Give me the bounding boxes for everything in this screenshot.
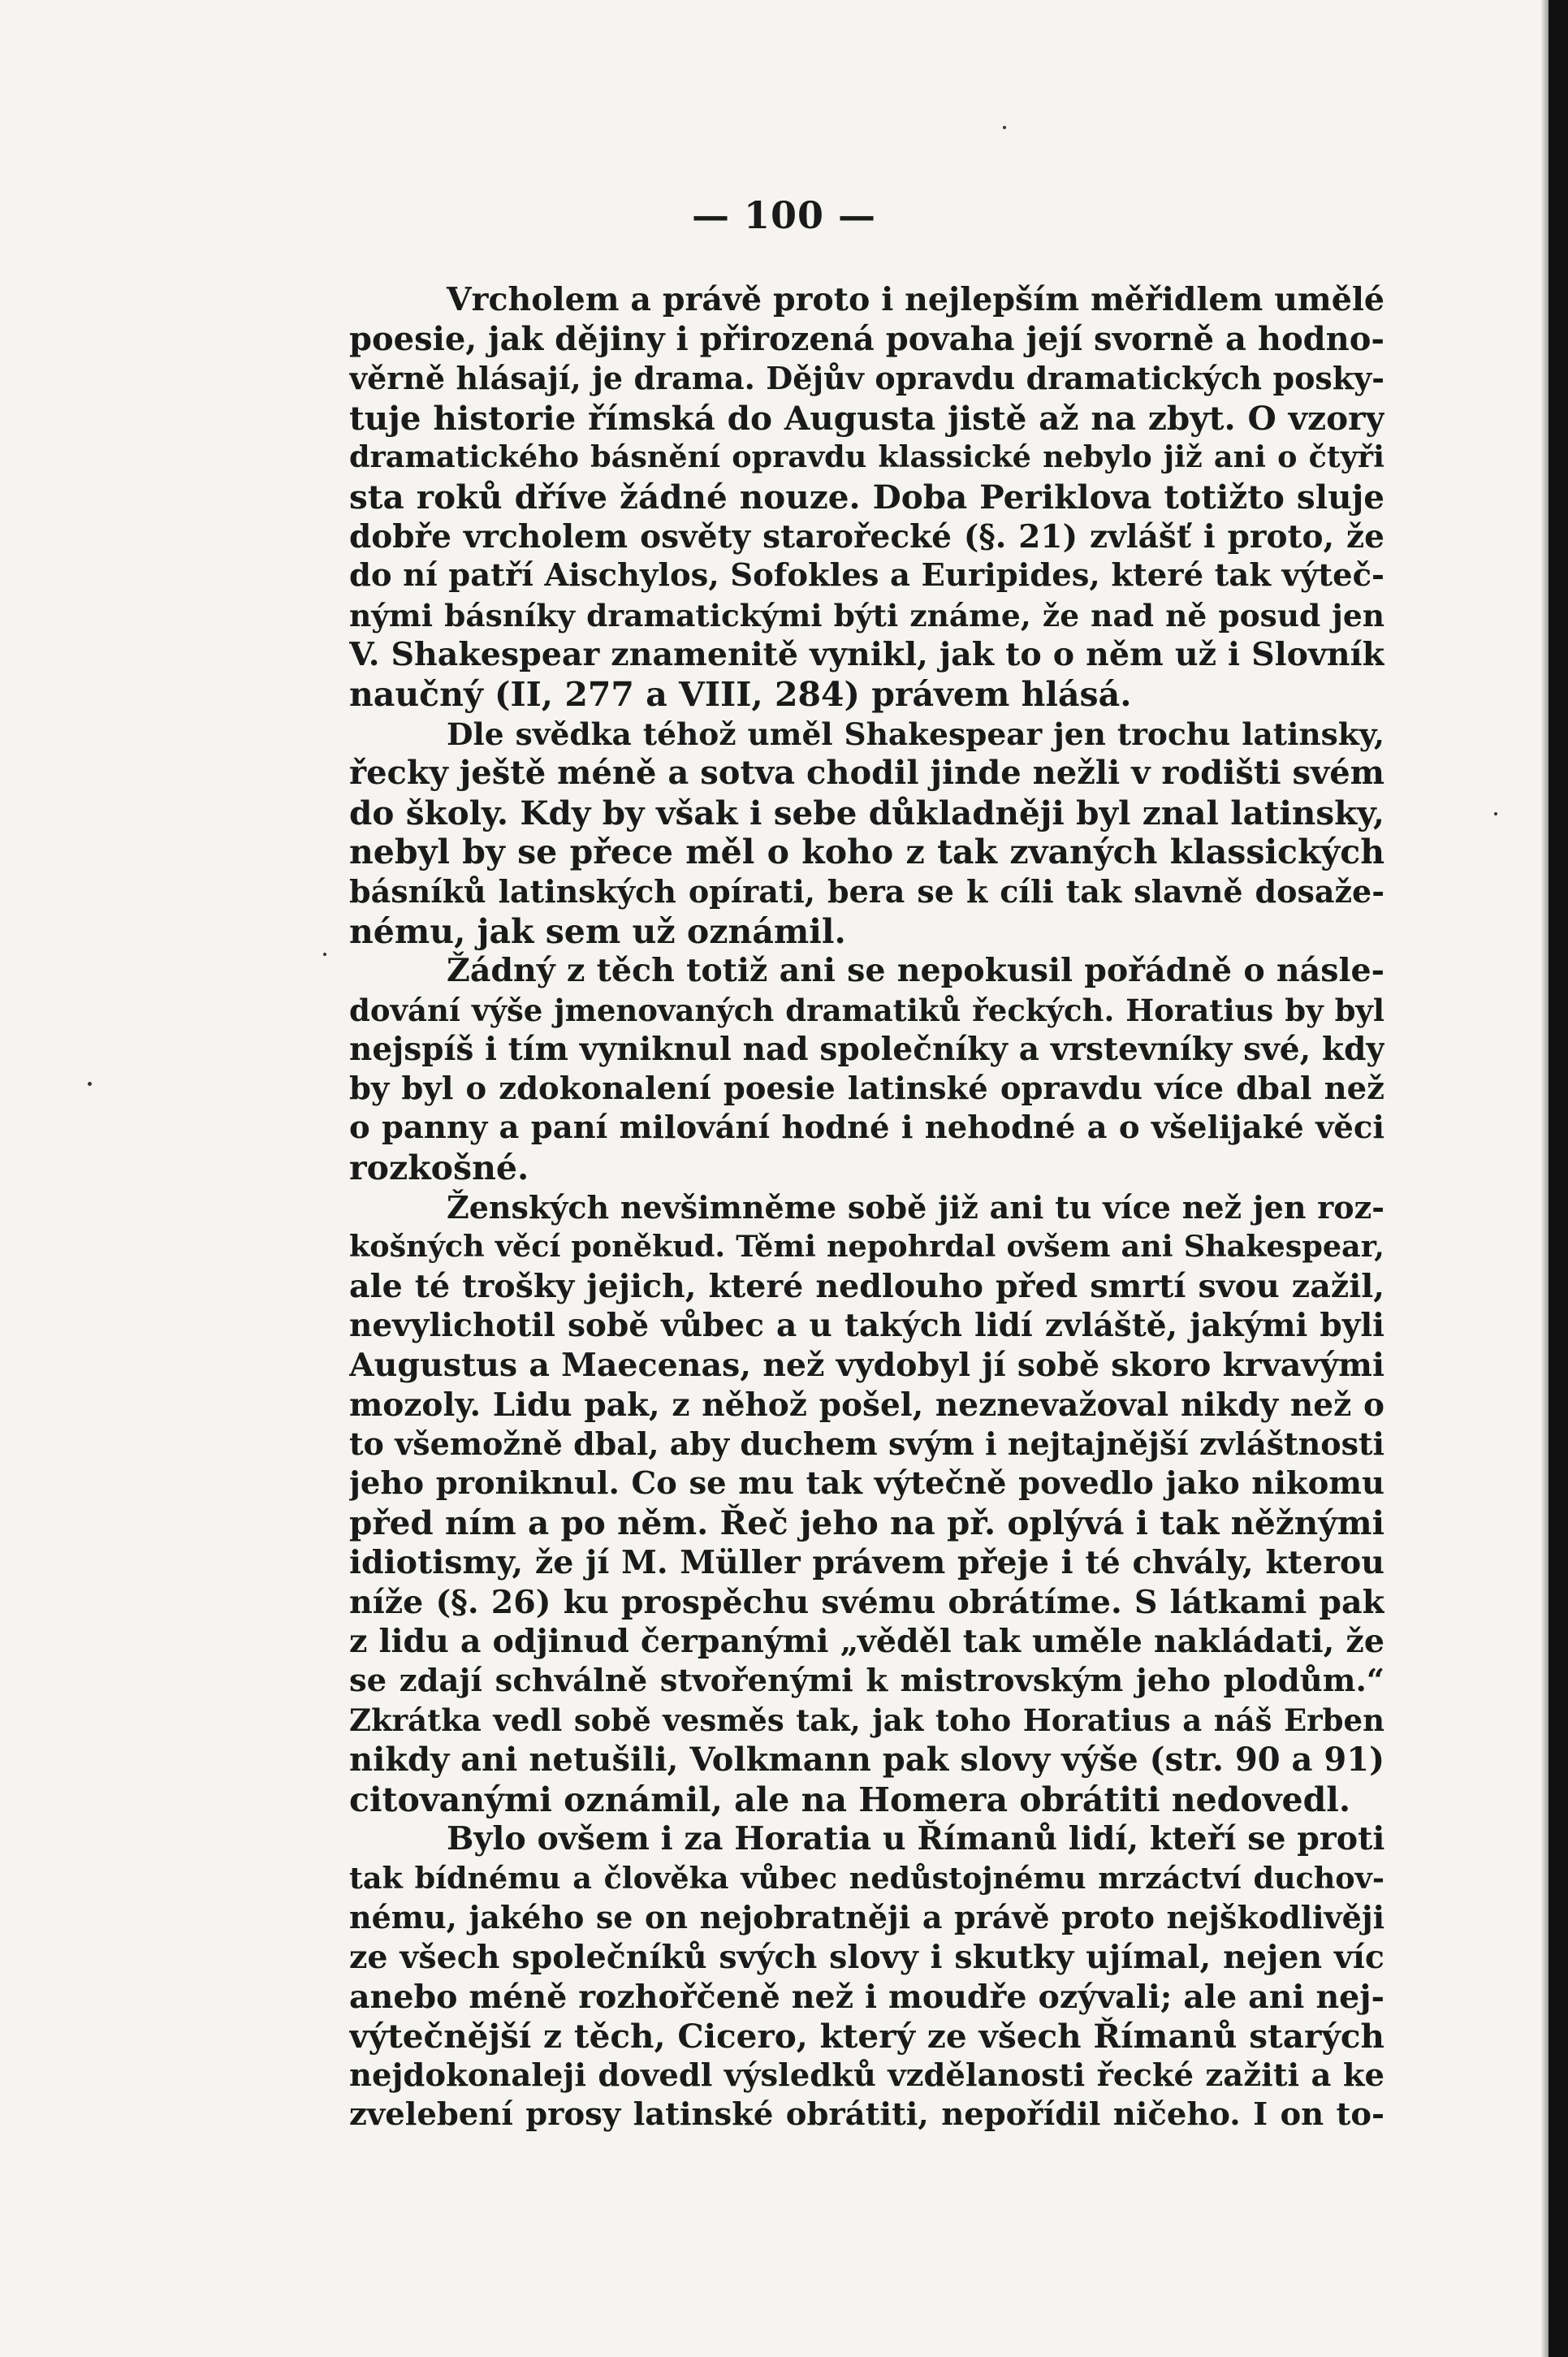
text-line: nému, jakého se on nejobratněji a právě proto nejškodlivěji (349, 1899, 1384, 1936)
text-line: tak bídnému a člověka vůbec nedůstojnému mrzáctví duchov- (349, 1860, 1384, 1896)
text-line: Bylo ovšem i za Horatia u Římanů lidí, kteří se proti (447, 1820, 1384, 1858)
text-line: z lidu a odjinud čerpanými „věděl tak uměle nakládati, že (349, 1623, 1384, 1661)
text-line: dování výše jmenovaných dramatiků řeckých. Horatius by byl (349, 992, 1384, 1028)
page-number: — 100 — (691, 193, 877, 237)
text-line: dramatického básnění opravdu klassické nebylo již ani o čtyři (349, 439, 1384, 475)
text-line: poesie, jak dějiny i přirozená povaha její svorně a hodno- (349, 319, 1384, 358)
text-line: níže (§. 26) ku prospěchu svému obrátíme. S látkami pak (349, 1583, 1384, 1621)
text-line: Ženských nevšimněme sobě již ani tu více než jen roz- (447, 1188, 1384, 1226)
text-line: by byl o zdokonalení poesie latinské opravdu více dbal než (349, 1070, 1384, 1107)
text-line: citovanými oznámil, ale na Homera obrátiti nedovedl. (349, 1780, 1351, 1819)
text-line: o panny a paní milování hodné i nehodné a o všelijaké věci (349, 1109, 1384, 1147)
text-line: rozkošné. (349, 1148, 529, 1188)
text-line: anebo méně rozhořčeně než i moudře ozývali; ale ani nej- (349, 1978, 1384, 2016)
text-line: to všemožně dbal, aby duchem svým i nejtajnější zvláštnosti (349, 1425, 1384, 1463)
text-line: nejspíš i tím vyniknul nad společníky a vrstevníky své, kdy (349, 1031, 1384, 1069)
text-line: do školy. Kdy by však i sebe důkladněji byl znal latinsky, (349, 793, 1384, 833)
text-line: Vrcholem a právě proto i nejlepším měřidlem umělé (447, 281, 1384, 318)
text-line: před ním a po něm. Řeč jeho na př. oplývá i tak něžnými (349, 1503, 1384, 1543)
text-line: naučný (II, 277 a VIII, 284) právem hlásá. (349, 674, 1132, 714)
dust-speck (1003, 126, 1006, 129)
dust-speck (88, 1082, 92, 1086)
dust-speck (1494, 812, 1497, 815)
text-line: tuje historie římská do Augusta jistě až na zbyt. O vzory (349, 398, 1384, 438)
body-text (349, 280, 1384, 2135)
text-line: mozoly. Lidu pak, z něhož pošel, neznevažoval nikdy než o (349, 1386, 1384, 1424)
text-line: výtečnější z těch, Cicero, který ze všech Římanů starých (349, 2017, 1384, 2056)
text-line: básníků latinských opírati, bera se k cíli tak slavně dosaže- (349, 872, 1384, 910)
text-line: nému, jak sem už oznámil. (349, 911, 846, 951)
text-line: Dle svědka téhož uměl Shakespear jen trochu latinsky, (447, 716, 1384, 752)
text-line: V. Shakespear znamenitě vynikl, jak to o něm už i Slovník (349, 636, 1384, 674)
text-line: se zdají schválně stvořenými k mistrovským jeho plodům.“ (349, 1662, 1384, 1699)
text-line: nevylichotil sobě vůbec a u takých lidí zvláště, jakými byli (349, 1307, 1384, 1345)
text-line: nými básníky dramatickými býti známe, že nad ně posud jen (349, 597, 1384, 634)
text-line: košných věcí poněkud. Těmi nepohrdal ovšem ani Shakespear, (349, 1229, 1384, 1265)
text-line: ale té trošky jejich, které nedlouho před smrtí svou zažil, (349, 1267, 1384, 1305)
text-line: věrně hlásají, je drama. Dějův opravdu dramatických posky- (349, 360, 1384, 397)
scan-edge-shadow (1540, 0, 1549, 2357)
dust-speck (323, 953, 326, 956)
text-line: ze všech společníků svých slovy i skutky ujímal, nejen víc (349, 1938, 1384, 1976)
text-line: řecky ještě méně a sotva chodil jinde nežli v rodišti svém (349, 754, 1384, 793)
scan-edge (1549, 0, 1568, 2357)
text-line: nejdokonaleji dovedl výsledků vzdělanosti řecké zažiti a ke (349, 2056, 1384, 2094)
text-line: do ní patří Aischylos, Sofokles a Euripides, které tak výteč- (349, 557, 1384, 595)
text-line: Žádný z těch totiž ani se nepokusil pořádně o násle- (447, 952, 1384, 990)
text-line: dobře vrcholem osvěty starořecké (§. 21) zvlášť i proto, že (349, 517, 1384, 556)
text-line: nebyl by se přece měl o koho z tak zvaných klassických (349, 833, 1384, 872)
text-line: Augustus a Maecenas, než vydobyl jí sobě skoro krvavými (349, 1347, 1384, 1385)
text-line: sta roků dříve žádné nouze. Doba Periklova totižto sluje (349, 477, 1384, 517)
text-line: Zkrátka vedl sobě vesměs tak, jak toho Horatius a náš Erben (349, 1702, 1384, 1739)
text-line: idiotismy, že jí M. Müller právem přeje i té chvály, kterou (349, 1544, 1384, 1581)
text-line: jeho proniknul. Co se mu tak výtečně povedlo jako nikomu (349, 1464, 1384, 1502)
text-line: zvelebení prosy latinské obrátiti, nepořídil ničeho. I on to- (349, 2096, 1384, 2134)
text-line: nikdy ani netušili, Volkmann pak slovy výše (str. 90 a 91) (349, 1740, 1384, 1779)
